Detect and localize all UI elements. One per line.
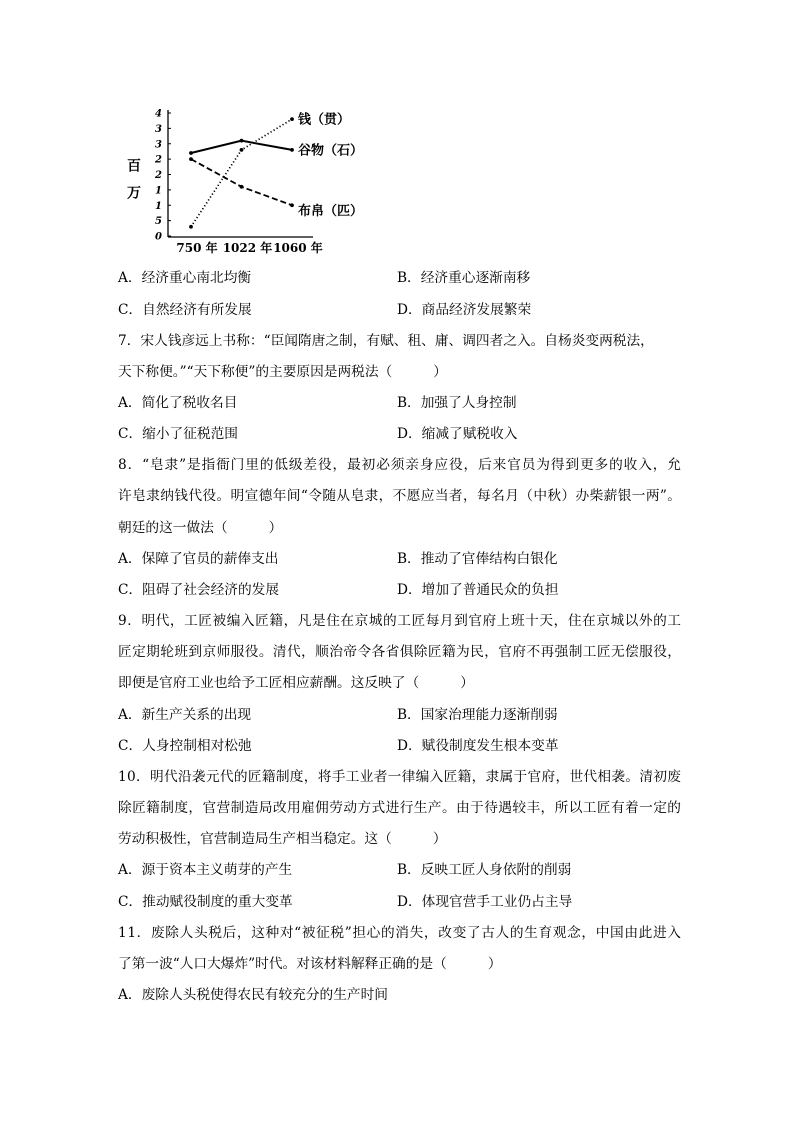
series-label: 钱（贯） xyxy=(298,112,351,128)
data-point xyxy=(240,139,244,143)
q8-stem-line: 8．“皂隶”是指衙门里的低级差役，最初必须亲身应役，后来官员为得到更多的收入，允 xyxy=(118,457,682,474)
q7-options-row xyxy=(118,419,681,450)
q10-option-b: B．反映工匠人身依附的削弱 xyxy=(397,862,572,879)
y-axis-label: 百万 xyxy=(125,158,141,212)
data-point xyxy=(290,148,294,152)
line-chart xyxy=(120,100,380,265)
q9-options-row xyxy=(118,731,681,762)
q10-stem-line: 劳动积极性，官营制造局生产相当稳定。这（ ） xyxy=(118,831,447,848)
y-tick-label: 3 xyxy=(155,123,162,135)
q9-option-a: A．新生产关系的出现 xyxy=(118,706,252,723)
x-tick-label: 1060 年 xyxy=(273,241,323,255)
q10-options-row xyxy=(118,887,681,918)
q8-options-row xyxy=(118,575,681,606)
q7-option-d: D．缩减了赋税收入 xyxy=(397,426,518,443)
q6-options-row xyxy=(118,295,681,326)
data-point xyxy=(290,117,294,121)
q7-option-a: A．简化了税收名目 xyxy=(118,395,238,412)
q7-option-b: B．加强了人身控制 xyxy=(397,395,517,412)
q7-stem-line: 7．宋人钱彦远上书称：“臣闻隋唐之制，有赋、租、庸、调四者之入。自杨炎变两税法， xyxy=(118,332,654,349)
q6-option-c: C．自然经济有所发展 xyxy=(118,301,252,318)
data-point xyxy=(290,203,294,207)
x-tick-label: 1022 年 xyxy=(222,241,273,255)
y-tick-label: 3 xyxy=(155,139,162,151)
q9-option-c: C．人身控制相对松弛 xyxy=(118,737,252,754)
q10-option-d: D．体现官营手工业仍占主导 xyxy=(397,893,573,910)
series-line xyxy=(191,159,292,205)
q11-option-a: A．废除人头税使得农民有较充分的生产时间 xyxy=(118,986,388,1003)
y-tick-label: 1 xyxy=(155,185,162,197)
q8-stem-line: 许皂隶纳钱代役。明宣德年间“令随从皂隶，不愿应当者，每名月（中秋）办柴薪银一两”。 xyxy=(118,488,682,505)
data-point xyxy=(189,151,193,155)
q10-option-c: C．推动赋役制度的重大变革 xyxy=(118,893,293,910)
q9-stem-line: 即便是官府工业也给予工匠相应薪酬。这反映了（ ） xyxy=(118,675,474,692)
q8-option-d: D．增加了普通民众的负担 xyxy=(397,581,559,598)
y-tick-label: 5 xyxy=(155,216,162,228)
q9-stem-line: 匠定期轮班到京师服役。清代，顺治帝令各省俱除匠籍为民，官府不再强制工匠无偿服役， xyxy=(118,644,682,661)
q7-stem-line: 天下称便。”“天下称便”的主要原因是两税法（ ） xyxy=(118,363,447,380)
q9-option-d: D．赋役制度发生根本变革 xyxy=(397,737,559,754)
q7-option-c: C．缩小了征税范围 xyxy=(118,426,238,443)
q6-option-b: B．经济重心逐渐南移 xyxy=(397,270,531,287)
q11-stem-line: 了第一波“人口大爆炸”时代。对该材料解释正确的是（ ） xyxy=(118,955,502,972)
y-tick-label: 2 xyxy=(155,154,162,166)
data-point xyxy=(240,185,244,189)
q10-stem-line: 10．明代沿袭元代的匠籍制度，将手工业者一律编入匠籍，隶属于官府，世代相袭。清初废 xyxy=(118,768,682,785)
q10-stem-line: 除匠籍制度，官营制造局改用雇佣劳动方式进行生产。由于待遇较丰，所以工匠有着一定的 xyxy=(118,800,682,817)
q8-stem-line: 朝廷的这一做法（ ） xyxy=(118,519,283,536)
q6-option-d: D．商品经济发展繁荣 xyxy=(397,301,532,318)
q7-options-row xyxy=(118,388,681,419)
q11-stem-line: 11．废除人头税后，这种对“被征税”担心的消失，改变了古人的生育观念，中国由此进入 xyxy=(118,924,682,941)
y-tick-label: 1 xyxy=(155,200,162,212)
q9-stem-line: 9．明代，工匠被编入匠籍，凡是住在京城的工匠每月到官府上班十天，住在京城以外的工 xyxy=(118,613,682,630)
q8-option-c: C．阻碍了社会经济的发展 xyxy=(118,581,280,598)
q6-options-row xyxy=(118,263,681,294)
series-label: 谷物（石） xyxy=(298,143,364,159)
data-point xyxy=(189,157,193,161)
q8-option-b: B．推动了官俸结构白银化 xyxy=(397,550,558,567)
q6-option-a: A．经济重心南北均衡 xyxy=(118,270,252,287)
exam-questions xyxy=(118,263,681,1011)
q10-option-a: A．源于资本主义萌芽的产生 xyxy=(118,862,293,879)
x-tick-label: 750 年 xyxy=(176,241,218,255)
data-point xyxy=(189,225,193,229)
data-point xyxy=(240,148,244,152)
q9-options-row xyxy=(118,700,681,731)
y-tick-label: 0 xyxy=(155,231,162,243)
q8-options-row xyxy=(118,544,681,575)
series-line xyxy=(191,119,292,227)
y-tick-label: 2 xyxy=(155,170,162,181)
y-tick-label: 4 xyxy=(155,108,162,120)
q10-options-row xyxy=(118,855,681,886)
q9-option-b: B．国家治理能力逐渐削弱 xyxy=(397,706,558,723)
series-label: 布帛（匹） xyxy=(298,203,364,219)
q8-option-a: A．保障了官员的薪俸支出 xyxy=(118,550,279,567)
